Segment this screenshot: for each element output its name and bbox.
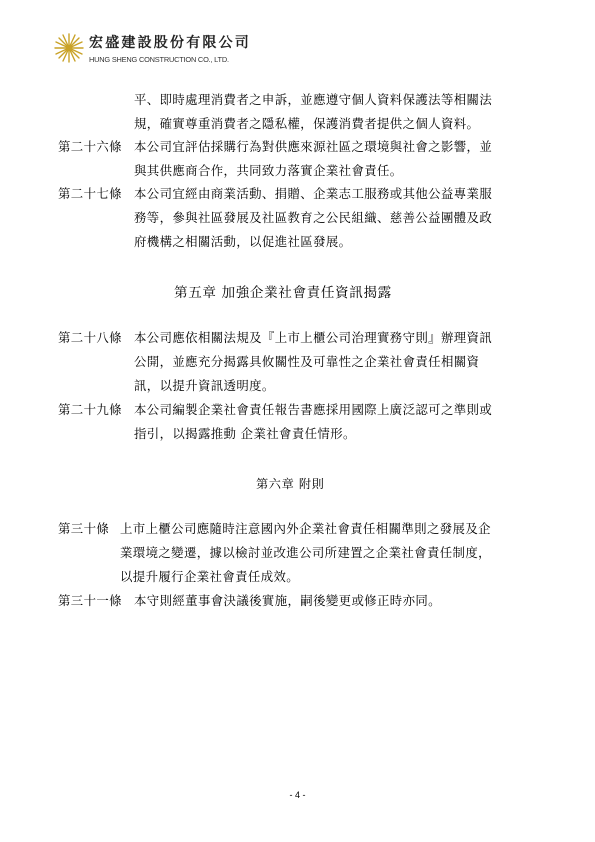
article-26-label: 第二十六條 [58,139,122,154]
article-26-line-2: 與其供應商合作，共同致力落實企業社會責任。 [134,163,403,178]
article-26-line-1: 本公司宜評估採購行為對供應來源社區之環境與社會之影響，並 [134,139,493,154]
article-29-line-2: 指引，以揭露推動 企業社會責任情形。 [134,426,356,441]
continuation-line-2: 規，確實尊重消費者之隱私權，保護消費者提供之個人資料。 [134,116,480,131]
article-30-label: 第三十條 [58,521,110,536]
article-31-line-1: 本守則經董事會決議後實施，嗣後變更或修正時亦同。 [134,593,441,608]
page-number: - 4 - [289,790,306,800]
company-name: 宏盛建設股份有限公司 [89,35,251,51]
article-28-line-2: 公開，並應充分揭露具攸關性及可靠性之企業社會責任相關資 [134,354,480,369]
article-30-line-2: 業環境之變遷，據以檢討並改進公司所建置之企業社會責任制度， [120,545,491,560]
article-31-label: 第三十一條 [58,593,122,608]
article-27-label: 第二十七條 [58,186,122,201]
article-29-line-1: 本公司編製企業社會責任報告書應採用國際上廣泛認可之準則或 [134,402,493,417]
article-28-line-1: 本公司應依相關法規及『上市上櫃公司治理實務守則』辦理資訊 [134,330,493,345]
article-30-line-1: 上市上櫃公司應隨時注意國內外企業社會責任相關準則之發展及企 [120,521,491,536]
company-name-english: HUNG SHENG CONSTRUCTION CO., LTD. [89,55,229,64]
article-30-line-3: 以提升履行企業社會責任成效。 [120,569,300,584]
article-28-line-3: 訊，以提升資訊透明度。 [134,378,275,393]
article-27-line-2: 務等，參與社區發展及社區教育之公民組織、慈善公益團體及政 [134,210,493,225]
article-28-label: 第二十八條 [58,330,122,345]
letterhead [52,31,282,69]
sunburst-logo-icon [52,31,86,65]
article-27-line-3: 府機構之相關活動，以促進社區發展。 [134,234,352,249]
continuation-line-1: 平、即時處理消費者之申訴，並應遵守個人資料保護法等相關法 [134,92,493,107]
article-27-line-1: 本公司宜經由商業活動、捐贈、企業志工服務或其他公益專業服 [134,186,493,201]
chapter-6-title: 第六章 附則 [256,477,325,491]
chapter-5-title: 第五章 加強企業社會責任資訊揭露 [174,285,392,301]
article-29-label: 第二十九條 [58,402,122,417]
